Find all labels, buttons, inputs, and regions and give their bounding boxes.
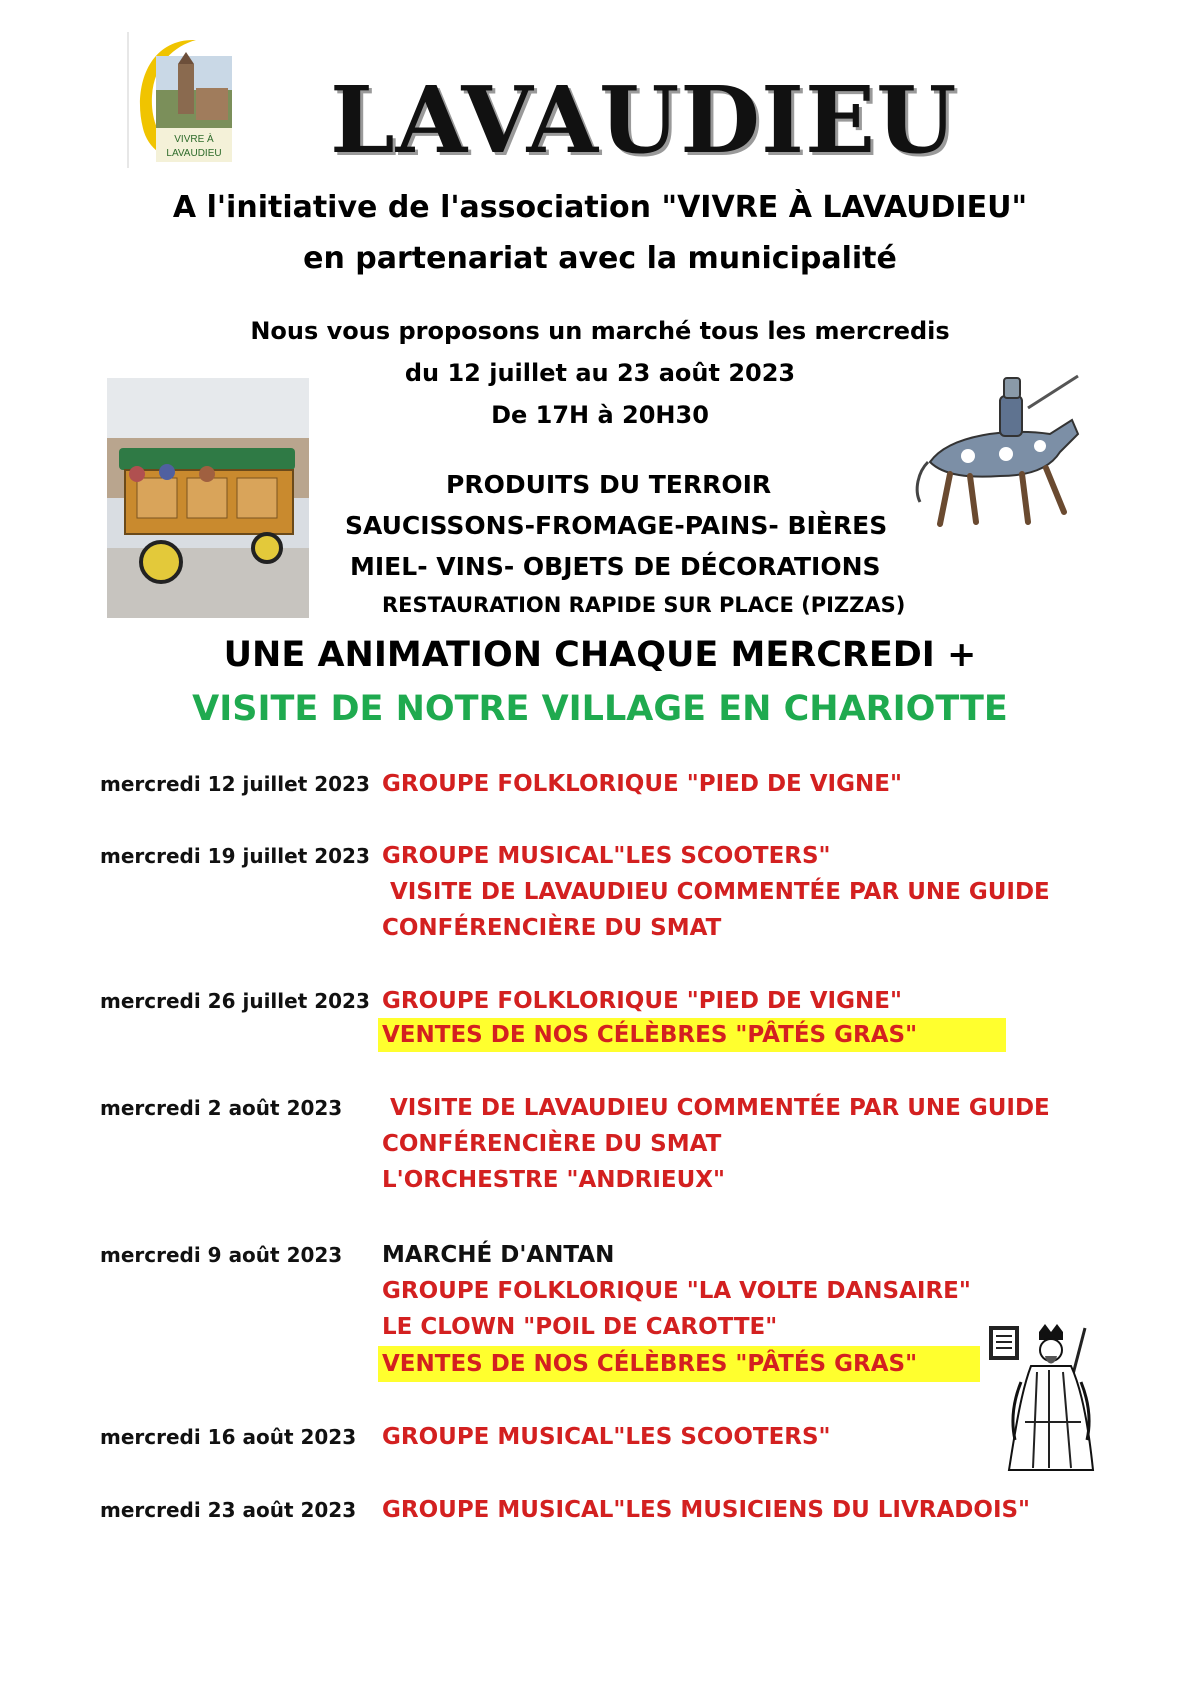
schedule-event: VISITE DE LAVAUDIEU COMMENTÉE PAR UNE GUIDE xyxy=(382,1095,1050,1121)
schedule-event: CONFÉRENCIÈRE DU SMAT xyxy=(382,1131,722,1157)
products-line-1: PRODUITS DU TERROIR xyxy=(446,470,772,499)
schedule-event: VENTES DE NOS CÉLÈBRES "PÂTÉS GRAS" xyxy=(382,1022,918,1048)
schedule-event: GROUPE MUSICAL"LES MUSICIENS DU LIVRADOIS" xyxy=(382,1497,1031,1523)
king-illustration xyxy=(985,1322,1103,1474)
schedule-date: mercredi 16 août 2023 xyxy=(100,1425,357,1449)
page-title: LAVAUDIEU xyxy=(330,66,958,174)
market-line-1: Nous vous proposons un marché tous les mercredis xyxy=(250,317,950,345)
wagon-photo-icon xyxy=(107,378,309,618)
schedule-event: VENTES DE NOS CÉLÈBRES "PÂTÉS GRAS" xyxy=(382,1351,918,1377)
animation-line-1: UNE ANIMATION CHAQUE MERCREDI + xyxy=(223,635,977,675)
schedule-event: L'ORCHESTRE "ANDRIEUX" xyxy=(382,1167,725,1193)
schedule-event: GROUPE FOLKLORIQUE "PIED DE VIGNE" xyxy=(382,988,902,1014)
schedule-event: GROUPE FOLKLORIQUE "LA VOLTE DANSAIRE" xyxy=(382,1278,971,1304)
schedule-date: mercredi 12 juillet 2023 xyxy=(100,772,370,796)
schedule-event: MARCHÉ D'ANTAN xyxy=(382,1242,615,1268)
association-logo-icon xyxy=(126,32,238,168)
schedule-event: GROUPE MUSICAL"LES SCOOTERS" xyxy=(382,843,831,869)
king-figure-icon xyxy=(985,1322,1103,1474)
schedule-event: GROUPE MUSICAL"LES SCOOTERS" xyxy=(382,1424,831,1450)
subtitle-line-2: en partenariat avec la municipalité xyxy=(303,241,897,276)
schedule-date: mercredi 19 juillet 2023 xyxy=(100,844,370,868)
schedule-event: LE CLOWN "POIL DE CAROTTE" xyxy=(382,1314,778,1340)
knight-illustration xyxy=(910,372,1082,532)
products-line-4: RESTAURATION RAPIDE SUR PLACE (PIZZAS) xyxy=(382,593,906,617)
knight-on-horse-icon xyxy=(910,372,1082,532)
schedule-date: mercredi 2 août 2023 xyxy=(100,1096,343,1120)
svg-text:VIVRE À: VIVRE À xyxy=(174,134,214,145)
wagon-photo xyxy=(107,378,309,618)
association-logo xyxy=(126,32,238,168)
subtitle-line-1: A l'initiative de l'association "VIVRE À LAVAUDIEU" xyxy=(172,190,1028,225)
schedule-event: CONFÉRENCIÈRE DU SMAT xyxy=(382,915,722,941)
schedule-event: GROUPE FOLKLORIQUE "PIED DE VIGNE" xyxy=(382,771,902,797)
svg-text:LAVAUDIEU: LAVAUDIEU xyxy=(166,148,222,159)
market-line-3: De 17H à 20H30 xyxy=(491,401,709,429)
schedule-event: VISITE DE LAVAUDIEU COMMENTÉE PAR UNE GUIDE xyxy=(382,879,1050,905)
schedule-date: mercredi 23 août 2023 xyxy=(100,1498,357,1522)
products-line-3: MIEL- VINS- OBJETS DE DÉCORATIONS xyxy=(350,552,881,581)
animation-line-2: VISITE DE NOTRE VILLAGE EN CHARIOTTE xyxy=(192,689,1008,729)
products-line-2: SAUCISSONS-FROMAGE-PAINS- BIÈRES xyxy=(345,511,888,540)
schedule-date: mercredi 9 août 2023 xyxy=(100,1243,343,1267)
market-line-2: du 12 juillet au 23 août 2023 xyxy=(404,359,796,387)
schedule-date: mercredi 26 juillet 2023 xyxy=(100,989,370,1013)
